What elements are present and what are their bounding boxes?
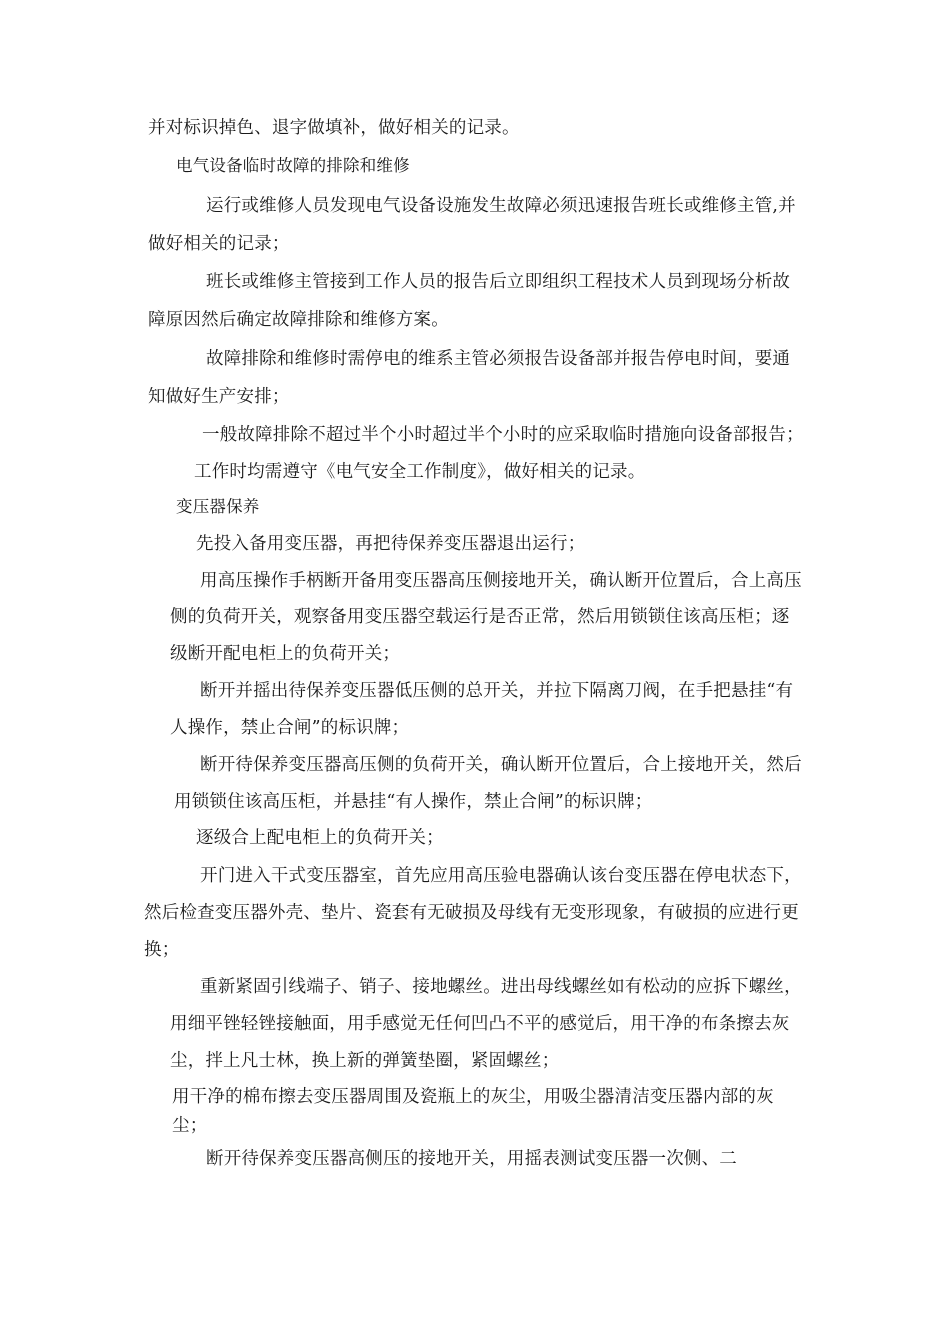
text-line: 用锁锁住该高压柜，并悬挂“有人操作，禁止合闸”的标识牌； [174,792,653,812]
text-line: 用细平锉轻锉接触面，用手感觉无任何凹凸不平的感觉后，用干净的布条擦去灰 [170,1014,790,1034]
text-line: 级断开配电柜上的负荷开关； [170,644,401,664]
text-line: 断开待保养变压器高压侧的负荷开关，确认断开位置后，合上接地开关，然后 [200,755,802,775]
text-line: 尘，拌上凡士林，换上新的弹簧垫圈，紧固螺丝； [170,1051,560,1071]
text-line: 故障排除和维修时需停电的维系主管必须报告设备部并报告停电时间，要通 [206,349,791,369]
text-line: 工作时均需遵守《电气安全工作制度》，做好相关的记录。 [194,462,646,482]
text-line: 人操作，禁止合闸”的标识牌； [170,718,410,738]
text-line: 障原因然后确定故障排除和维修方案。 [148,310,449,330]
text-line: 换； [144,940,180,960]
text-line: 重新紧固引线端子、销子、接地螺丝。进出母线螺丝如有松动的应拆下螺丝， [200,977,802,997]
text-line: 用干净的棉布擦去变压器周围及瓷瓶上的灰尘，用吸尘器清洁变压器内部的灰 [172,1087,774,1107]
text-line: 运行或维修人员发现电气设备设施发生故障必须迅速报告班长或维修主管,并 [206,196,796,216]
text-line: 断开待保养变压器高侧压的接地开关，用摇表测试变压器一次侧、二 [206,1149,737,1169]
section-heading: 电气设备临时故障的排除和维修 [176,156,410,175]
text-line: 知做好生产安排； [148,387,290,407]
text-line: 侧的负荷开关，观察备用变压器空载运行是否正常，然后用锁锁住该高压柜；逐 [170,607,790,627]
text-line: 尘； [172,1116,208,1136]
section-heading: 变压器保养 [176,497,260,516]
text-line: 班长或维修主管接到工作人员的报告后立即组织工程技术人员到现场分析故 [206,272,791,292]
text-line: 断开并摇出待保养变压器低压侧的总开关，并拉下隔离刀阀，在手把悬挂“有 [200,681,794,701]
text-line: 并对标识掉色、退字做填补，做好相关的记录。 [148,118,520,138]
text-line: 先投入备用变压器，再把待保养变压器退出运行； [196,534,586,554]
text-line: 做好相关的记录； [148,234,290,254]
text-line: 然后检查变压器外壳、垫片、瓷套有无破损及母线有无变形现象，有破损的应进行更 [144,903,799,923]
text-line: 用高压操作手柄断开备用变压器高压侧接地开关，确认断开位置后，合上高压 [200,571,802,591]
text-line: 一般故障排除不超过半个小时超过半个小时的应采取临时措施向设备部报告； [202,425,804,445]
text-line: 逐级合上配电柜上的负荷开关； [196,828,444,848]
text-line: 开门进入干式变压器室，首先应用高压验电器确认该台变压器在停电状态下， [200,866,802,886]
